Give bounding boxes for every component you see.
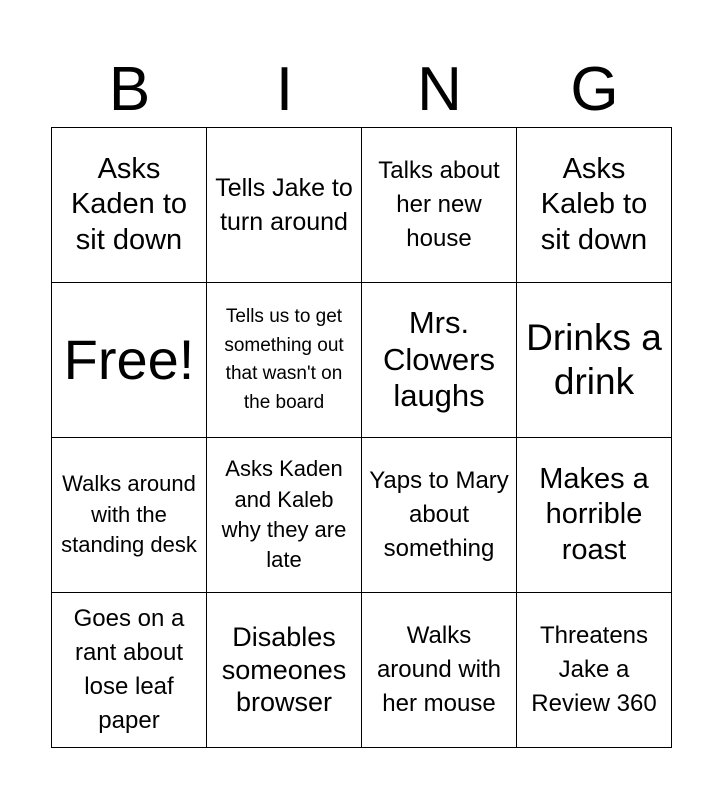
bingo-cell[interactable] xyxy=(207,593,362,748)
header-letter-n: N xyxy=(417,55,462,124)
cell-text: Asks Kaden and Kaleb why they are late xyxy=(221,456,347,573)
cell-text: Tells Jake to turn around xyxy=(215,174,353,236)
bingo-cell[interactable] xyxy=(517,283,672,438)
cell-text: Mrs. Clowers laughs xyxy=(383,305,495,414)
bingo-cell[interactable] xyxy=(517,438,672,593)
bingo-cell[interactable] xyxy=(362,438,517,593)
cell-text: Disables someones browser xyxy=(221,621,347,718)
bingo-board xyxy=(51,127,672,748)
cell-text: Walks around with the standing desk xyxy=(61,471,197,558)
header-letter-g: G xyxy=(570,55,619,124)
bingo-cell[interactable] xyxy=(52,438,207,593)
header-letter-b: B xyxy=(108,55,151,124)
bingo-cell[interactable] xyxy=(207,283,362,438)
cell-text: Drinks a drink xyxy=(526,316,662,402)
cell-text: Threatens Jake a Review 360 xyxy=(531,621,657,718)
cell-text: Goes on a rant about lose leaf paper xyxy=(73,604,185,735)
cell-text: Asks Kaden to sit down xyxy=(70,152,188,256)
bingo-cell[interactable] xyxy=(207,438,362,593)
cell-text: Yaps to Mary about something xyxy=(369,466,509,563)
bingo-cell-free[interactable] xyxy=(52,283,207,438)
cell-text: Free! xyxy=(63,328,195,392)
cell-text: Asks Kaleb to sit down xyxy=(540,152,648,256)
bingo-cell[interactable] xyxy=(207,128,362,283)
bingo-cell[interactable] xyxy=(362,593,517,748)
bingo-cell[interactable] xyxy=(52,128,207,283)
bingo-header xyxy=(52,52,672,128)
cell-text: Makes a horrible roast xyxy=(539,462,649,566)
bingo-cell[interactable] xyxy=(362,283,517,438)
cell-text: Walks around with her mouse xyxy=(376,621,502,718)
bingo-cell[interactable] xyxy=(52,593,207,748)
header-letter-i: I xyxy=(275,55,294,124)
bingo-cell[interactable] xyxy=(517,593,672,748)
bingo-cell[interactable] xyxy=(362,128,517,283)
bingo-cell[interactable] xyxy=(517,128,672,283)
cell-text: Talks about her new house xyxy=(378,156,500,253)
cell-text: Tells us to get something out that wasn't on the board xyxy=(224,306,344,413)
